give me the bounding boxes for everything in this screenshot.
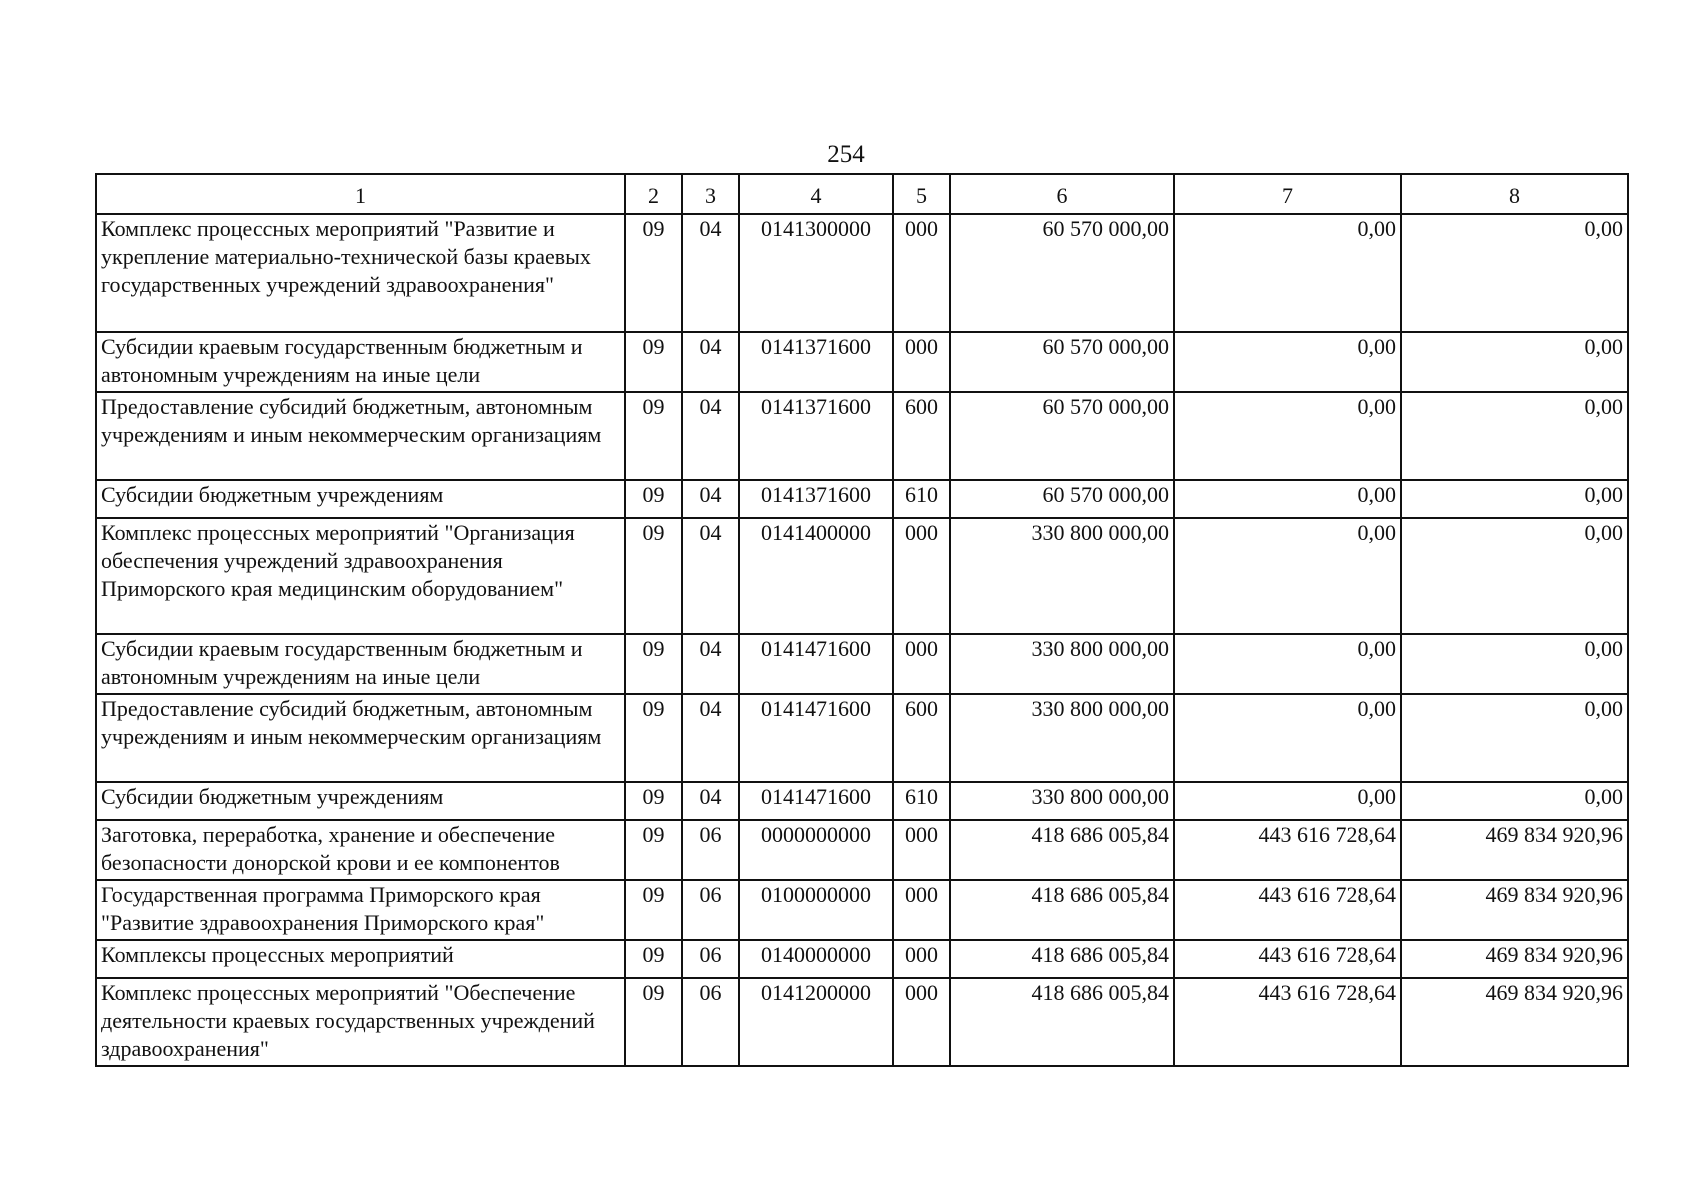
row-amount-7: 443 616 728,64 [1174, 940, 1401, 978]
row-subsection: 04 [682, 480, 739, 518]
row-amount-6: 60 570 000,00 [950, 392, 1174, 480]
row-target-code: 0100000000 [739, 880, 893, 940]
row-subsection: 04 [682, 782, 739, 820]
row-target-code: 0141300000 [739, 214, 893, 332]
row-amount-8: 469 834 920,96 [1401, 820, 1628, 880]
row-section: 09 [625, 332, 682, 392]
row-section: 09 [625, 820, 682, 880]
col-header-1: 1 [96, 174, 625, 214]
row-name: Комплекс процессных мероприятий "Развитие и укрепление материально-технической базы краевых государственных учреждений здравоохранения" [96, 214, 625, 332]
row-amount-8: 0,00 [1401, 332, 1628, 392]
row-subsection: 04 [682, 214, 739, 332]
col-header-5: 5 [893, 174, 950, 214]
row-amount-8: 469 834 920,96 [1401, 940, 1628, 978]
row-name: Государственная программа Приморского края "Развитие здравоохранения Приморского края" [96, 880, 625, 940]
row-amount-6: 330 800 000,00 [950, 782, 1174, 820]
row-target-code: 0141400000 [739, 518, 893, 634]
row-amount-6: 330 800 000,00 [950, 634, 1174, 694]
row-subsection: 06 [682, 940, 739, 978]
row-amount-7: 0,00 [1174, 332, 1401, 392]
row-expense-type: 000 [893, 820, 950, 880]
row-section: 09 [625, 940, 682, 978]
row-expense-type: 600 [893, 392, 950, 480]
row-amount-8: 469 834 920,96 [1401, 880, 1628, 940]
table-row [96, 332, 1628, 392]
row-amount-6: 330 800 000,00 [950, 694, 1174, 782]
table-row [96, 940, 1628, 978]
col-header-2: 2 [625, 174, 682, 214]
row-amount-7: 0,00 [1174, 214, 1401, 332]
row-amount-8: 0,00 [1401, 782, 1628, 820]
row-amount-7: 0,00 [1174, 694, 1401, 782]
row-expense-type: 000 [893, 518, 950, 634]
row-amount-7: 0,00 [1174, 480, 1401, 518]
row-amount-7: 443 616 728,64 [1174, 820, 1401, 880]
table-row [96, 880, 1628, 940]
table-row [96, 518, 1628, 634]
row-section: 09 [625, 214, 682, 332]
row-name: Заготовка, переработка, хранение и обеспечение безопасности донорской крови и ее компонентов [96, 820, 625, 880]
row-name: Субсидии бюджетным учреждениям [96, 480, 625, 518]
row-target-code: 0141471600 [739, 782, 893, 820]
row-amount-8: 0,00 [1401, 392, 1628, 480]
row-section: 09 [625, 392, 682, 480]
table-row [96, 392, 1628, 480]
row-section: 09 [625, 634, 682, 694]
table-row [96, 978, 1628, 1066]
col-header-7: 7 [1174, 174, 1401, 214]
row-name: Предоставление субсидий бюджетным, автономным учреждениям и иным некоммерческим организациям [96, 694, 625, 782]
row-amount-6: 60 570 000,00 [950, 332, 1174, 392]
row-section: 09 [625, 782, 682, 820]
row-amount-6: 330 800 000,00 [950, 518, 1174, 634]
row-target-code: 0141371600 [739, 392, 893, 480]
row-amount-6: 60 570 000,00 [950, 214, 1174, 332]
row-subsection: 04 [682, 634, 739, 694]
row-name: Субсидии бюджетным учреждениям [96, 782, 625, 820]
row-subsection: 04 [682, 392, 739, 480]
row-name: Комплекс процессных мероприятий "Обеспечение деятельности краевых государственных учреждений здравоохранения" [96, 978, 625, 1066]
row-target-code: 0141471600 [739, 634, 893, 694]
row-subsection: 06 [682, 978, 739, 1066]
row-amount-6: 418 686 005,84 [950, 978, 1174, 1066]
col-header-6: 6 [950, 174, 1174, 214]
table-row [96, 694, 1628, 782]
row-amount-8: 0,00 [1401, 480, 1628, 518]
row-amount-8: 0,00 [1401, 214, 1628, 332]
row-amount-7: 0,00 [1174, 392, 1401, 480]
row-expense-type: 000 [893, 214, 950, 332]
row-amount-8: 0,00 [1401, 518, 1628, 634]
row-name: Субсидии краевым государственным бюджетным и автономным учреждениям на иные цели [96, 634, 625, 694]
row-subsection: 04 [682, 332, 739, 392]
table-row [96, 214, 1628, 332]
row-amount-8: 469 834 920,96 [1401, 978, 1628, 1066]
row-expense-type: 610 [893, 782, 950, 820]
row-section: 09 [625, 518, 682, 634]
row-amount-7: 443 616 728,64 [1174, 978, 1401, 1066]
page-number: 254 [827, 141, 865, 168]
row-expense-type: 000 [893, 332, 950, 392]
row-expense-type: 000 [893, 880, 950, 940]
row-section: 09 [625, 880, 682, 940]
row-target-code: 0141200000 [739, 978, 893, 1066]
row-subsection: 06 [682, 880, 739, 940]
row-amount-7: 0,00 [1174, 634, 1401, 694]
row-target-code: 0141371600 [739, 332, 893, 392]
table-row [96, 480, 1628, 518]
row-amount-6: 418 686 005,84 [950, 940, 1174, 978]
col-header-8: 8 [1401, 174, 1628, 214]
row-target-code: 0141471600 [739, 694, 893, 782]
row-amount-6: 418 686 005,84 [950, 880, 1174, 940]
row-name: Субсидии краевым государственным бюджетным и автономным учреждениям на иные цели [96, 332, 625, 392]
row-amount-6: 60 570 000,00 [950, 480, 1174, 518]
row-amount-8: 0,00 [1401, 634, 1628, 694]
row-expense-type: 000 [893, 634, 950, 694]
row-subsection: 04 [682, 694, 739, 782]
row-amount-8: 0,00 [1401, 694, 1628, 782]
row-expense-type: 000 [893, 978, 950, 1066]
row-name: Комплекс процессных мероприятий "Организация обеспечения учреждений здравоохранения Приморского края медицинским оборудованием" [96, 518, 625, 634]
row-amount-7: 443 616 728,64 [1174, 880, 1401, 940]
col-header-3: 3 [682, 174, 739, 214]
col-header-4: 4 [739, 174, 893, 214]
row-expense-type: 600 [893, 694, 950, 782]
row-name: Предоставление субсидий бюджетным, автономным учреждениям и иным некоммерческим организациям [96, 392, 625, 480]
row-name: Комплексы процессных мероприятий [96, 940, 625, 978]
table-row [96, 820, 1628, 880]
row-section: 09 [625, 480, 682, 518]
row-amount-6: 418 686 005,84 [950, 820, 1174, 880]
row-section: 09 [625, 978, 682, 1066]
row-subsection: 06 [682, 820, 739, 880]
row-section: 09 [625, 694, 682, 782]
table-row [96, 782, 1628, 820]
row-expense-type: 000 [893, 940, 950, 978]
row-expense-type: 610 [893, 480, 950, 518]
row-target-code: 0141371600 [739, 480, 893, 518]
row-target-code: 0140000000 [739, 940, 893, 978]
row-target-code: 0000000000 [739, 820, 893, 880]
row-subsection: 04 [682, 518, 739, 634]
row-amount-7: 0,00 [1174, 782, 1401, 820]
header-row [96, 174, 1628, 214]
row-amount-7: 0,00 [1174, 518, 1401, 634]
table-row [96, 634, 1628, 694]
budget-table [95, 173, 1629, 1067]
